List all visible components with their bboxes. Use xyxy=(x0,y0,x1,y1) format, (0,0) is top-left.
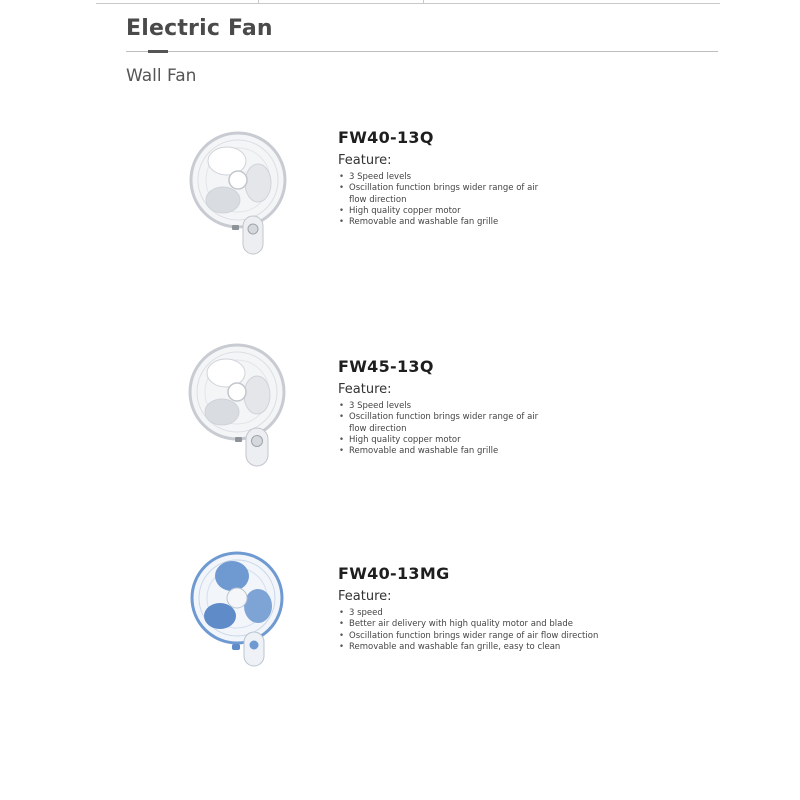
feature-heading: Feature: xyxy=(338,589,392,604)
feature-heading: Feature: xyxy=(338,382,392,397)
feature-list xyxy=(338,401,698,457)
feature-item: • 3 Speed levels xyxy=(338,172,698,183)
product-model: FW45-13Q xyxy=(338,357,434,376)
feature-item: • Oscillation function brings wider range of air flow direction xyxy=(338,183,549,206)
product-card xyxy=(180,340,700,490)
section-title: Wall Fan xyxy=(126,66,197,86)
white-wall-fan-icon xyxy=(180,340,300,480)
white-wall-fan-icon xyxy=(180,128,300,268)
page-title: Electric Fan xyxy=(126,16,273,41)
feature-item: • 3 Speed levels xyxy=(338,401,698,412)
top-rule xyxy=(96,3,720,4)
feature-item: • Better air delivery with high quality motor and blade xyxy=(338,619,698,630)
title-accent-bar xyxy=(148,50,168,53)
feature-item: • Removable and washable fan grille xyxy=(338,446,698,457)
blue-wall-fan-icon xyxy=(180,548,300,688)
product-model: FW40-13MG xyxy=(338,564,450,583)
feature-item: • 3 speed xyxy=(338,608,698,619)
feature-list xyxy=(338,172,698,228)
title-rule xyxy=(126,51,718,52)
product-model: FW40-13Q xyxy=(338,128,434,147)
feature-item: • Oscillation function brings wider range of air flow direction xyxy=(338,631,698,642)
feature-item: • Removable and washable fan grille xyxy=(338,217,698,228)
product-card xyxy=(180,128,700,278)
feature-list xyxy=(338,608,698,653)
top-rule-tick xyxy=(423,0,424,4)
feature-item: • Oscillation function brings wider range of air flow direction xyxy=(338,412,549,435)
feature-item: • High quality copper motor xyxy=(338,206,698,217)
feature-item: • Removable and washable fan grille, easy to clean xyxy=(338,642,698,653)
feature-item: • High quality copper motor xyxy=(338,435,698,446)
top-rule-tick xyxy=(258,0,259,4)
product-card xyxy=(180,548,700,698)
feature-heading: Feature: xyxy=(338,153,392,168)
